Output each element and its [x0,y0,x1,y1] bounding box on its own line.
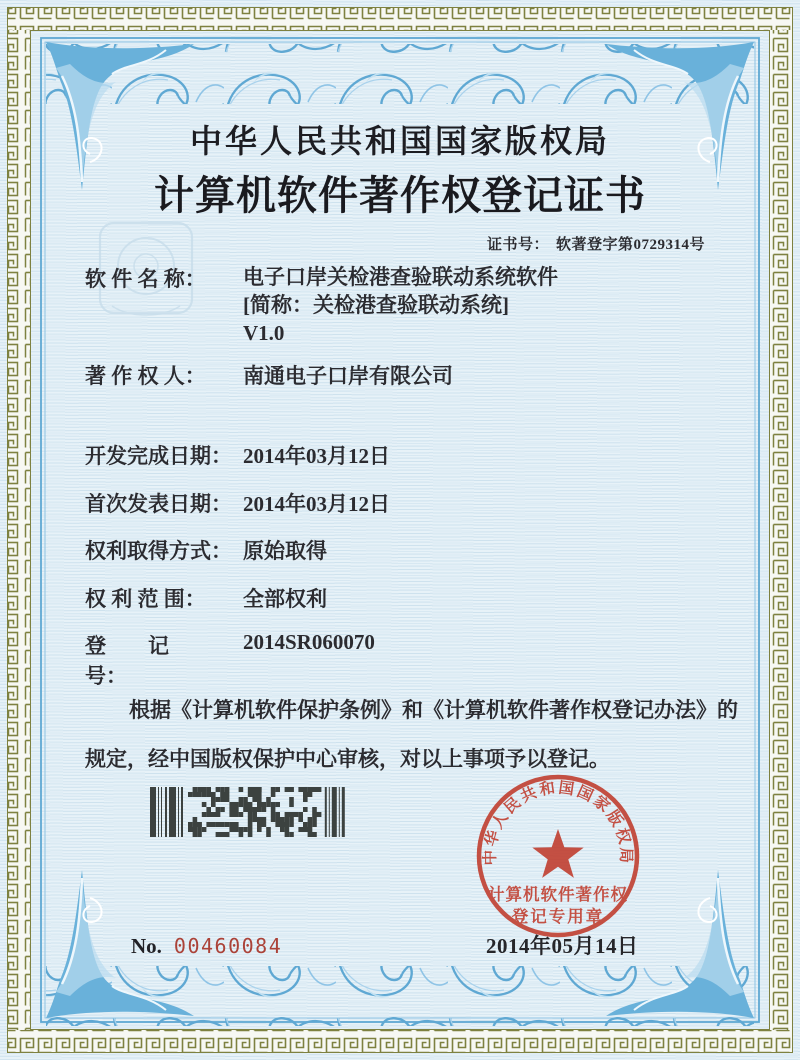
software-name-line1: 电子口岸关检港查验联动系统软件 [243,265,558,289]
official-seal [458,756,658,956]
field-registration-number-value: 2014SR060070 [243,630,375,654]
field-rights-acquisition-value: 原始取得 [243,539,327,563]
certificate-number-label: 证书号： [487,237,550,253]
field-dev-complete-date-label: 开发完成日期： [85,444,232,468]
software-name-line2: [简称：关检港查验联动系统] [243,293,509,317]
certificate-number [487,233,705,254]
field-rights-scope-value: 全部权利 [243,587,327,611]
field-rights-acquisition [85,535,327,565]
serial-number-label: No. [131,934,162,958]
software-name-line3: V1.0 [243,321,285,345]
field-registration-number-label: 登 记 号： [85,634,211,688]
serial-number [131,934,282,959]
field-first-publish-date-value: 2014年03月12日 [243,492,390,516]
field-dev-complete-date [85,440,390,470]
field-rights-acquisition-label: 权利取得方式： [85,539,232,563]
certificate-title: 计算机软件著作权登记证书 [154,173,646,218]
seal-title-line1: 计算机软件著作权 [488,885,628,904]
authority-title: 中华人民共和国国家版权局 [189,123,610,159]
registration-statement: 根据《计算机软件保护条例》和《计算机软件著作权登记办法》的规定，经中国版权保护中心审核，对以上事项予以登记。 [85,698,738,771]
field-dev-complete-date-value: 2014年03月12日 [243,444,390,468]
field-rights-scope-label: 权 利 范 围： [85,587,206,611]
field-copyright-owner [85,360,453,390]
field-first-publish-date-label: 首次发表日期： [85,492,232,516]
field-software-name-label: 软 件 名 称： [85,267,206,291]
serial-number-value: 00460084 [173,934,283,958]
field-first-publish-date [85,488,390,518]
seal-star-icon [532,829,583,878]
seal-arc-text: 中华人民共和国国家版权局 [481,779,635,866]
pdf417-barcode [150,787,382,837]
field-copyright-owner-value: 南通电子口岸有限公司 [243,364,453,388]
field-software-name [85,263,558,347]
field-copyright-owner-label: 著 作 权 人： [85,364,206,388]
seal-title-line2: 登记专用章 [511,907,605,926]
issue-date: 2014年05月14日 [486,934,639,958]
certificate-number-value: 软著登字第0729314号 [556,237,706,253]
field-software-name-value [243,263,558,347]
field-rights-scope [85,583,327,613]
field-registration-number [85,630,375,690]
